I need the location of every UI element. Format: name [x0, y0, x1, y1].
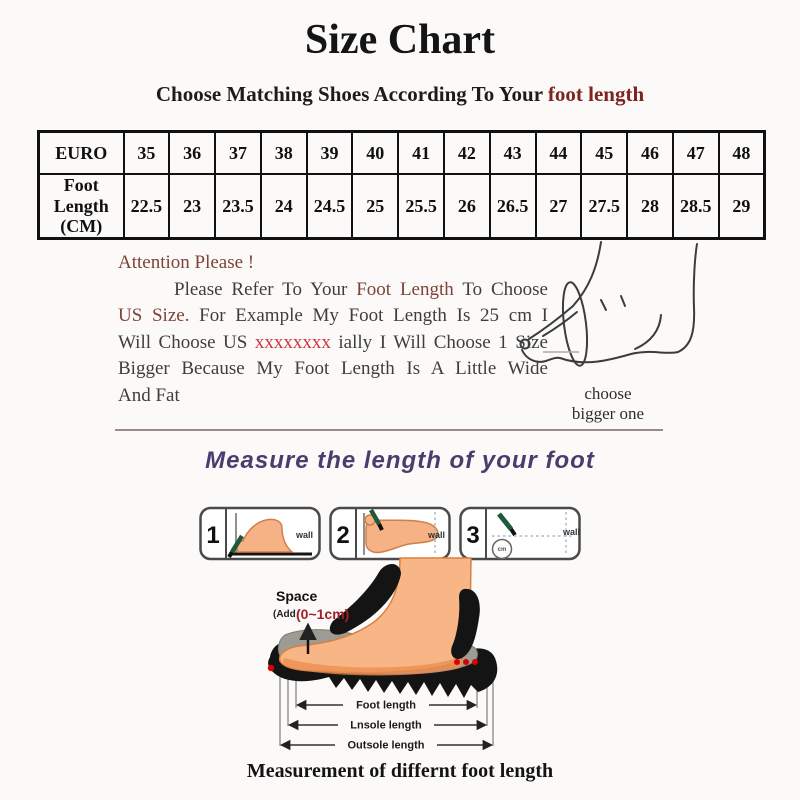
subtitle-accent: foot length [547, 82, 645, 106]
euro-size-cell: 44 [536, 132, 582, 175]
attention-line: Will Choose US xxxxxxxx ially I Will Choose 1 Size [118, 331, 548, 353]
subtitle-text: Choose Matching Shoes According To Your [155, 82, 548, 106]
attention-line: Please Refer To Your Foot Length To Choose [174, 278, 548, 300]
foot-length-cell: 27 [536, 174, 582, 239]
euro-size-cell: 41 [398, 132, 444, 175]
page-title: Size Chart [304, 17, 496, 63]
measure-heading: Measure the length of your foot [205, 447, 595, 474]
foot-length-cell: 25 [352, 174, 398, 239]
foot-length-cell: 22.5 [124, 174, 170, 239]
euro-size-cell: 37 [215, 132, 261, 175]
space-label: Space [276, 588, 318, 604]
shoe-measurement-illustration [133, 556, 683, 756]
attention-heading: Attention Please ! [118, 252, 255, 273]
foot-length-cell: 23 [169, 174, 215, 239]
euro-size-cell: 48 [719, 132, 765, 175]
outsole-length-label: Outsole length [347, 739, 425, 752]
step-number: 1 [206, 522, 220, 549]
step-3-panel [461, 508, 581, 559]
attention-line: And Fat [118, 384, 180, 406]
step-number: 3 [466, 522, 480, 549]
subtitle [0, 82, 800, 107]
insole-length-label: Lnsole length [350, 719, 422, 732]
euro-size-cell: 47 [673, 132, 719, 175]
euro-size-cell: 39 [307, 132, 353, 175]
foot-length-cell: 27.5 [581, 174, 627, 239]
wall-label: wall [563, 527, 581, 537]
wall-label: wall [428, 530, 446, 540]
wall-label: wall [296, 530, 314, 540]
foot-length-cell: 23.5 [215, 174, 261, 239]
foot-length-cell: 25.5 [398, 174, 444, 239]
euro-size-cell: 40 [352, 132, 398, 175]
euro-size-cell: 46 [627, 132, 673, 175]
foot-length-cell: 28 [627, 174, 673, 239]
foot-length-row [39, 174, 765, 239]
size-table [37, 130, 766, 240]
cm-label: cm [497, 547, 507, 553]
step-1-panel [201, 508, 320, 559]
euro-row-header: EURO [39, 132, 124, 175]
attention-note [118, 250, 548, 409]
foot-length-cell: 26 [444, 174, 490, 239]
euro-size-cell: 42 [444, 132, 490, 175]
foot-sketch-illustration [515, 238, 730, 383]
euro-size-row [39, 132, 765, 175]
step-number: 2 [336, 522, 350, 549]
euro-size-cell: 45 [581, 132, 627, 175]
foot-length-cell: 26.5 [490, 174, 536, 239]
section-divider [115, 429, 663, 431]
choose-bigger-note: choose bigger one [571, 384, 645, 423]
foot-length-cell: 24.5 [307, 174, 353, 239]
euro-size-cell: 43 [490, 132, 536, 175]
foot-length-cell: 24 [261, 174, 307, 239]
add-range-label: (0~1cm) [296, 606, 350, 622]
foot-length-cell: 29 [719, 174, 765, 239]
measure-loop [559, 281, 591, 367]
attention-line: US Size. For Example My Foot Length Is 25 cm I [118, 305, 548, 326]
measurement-steps-diagram [199, 505, 582, 563]
foot-length-row-header: Foot Length (CM) [39, 174, 124, 239]
add-label: (Add [273, 609, 296, 620]
step-2-panel [331, 508, 450, 559]
euro-size-cell: 35 [124, 132, 170, 175]
euro-size-cell: 38 [261, 132, 307, 175]
attention-line: Bigger Because My Foot Length Is A Little Wide [118, 358, 548, 379]
bottom-caption: Measurement of differnt foot length [246, 760, 554, 782]
foot-length-cell: 28.5 [673, 174, 719, 239]
euro-size-cell: 36 [169, 132, 215, 175]
foot-outline [521, 242, 698, 367]
foot-length-label: Foot length [356, 699, 416, 712]
